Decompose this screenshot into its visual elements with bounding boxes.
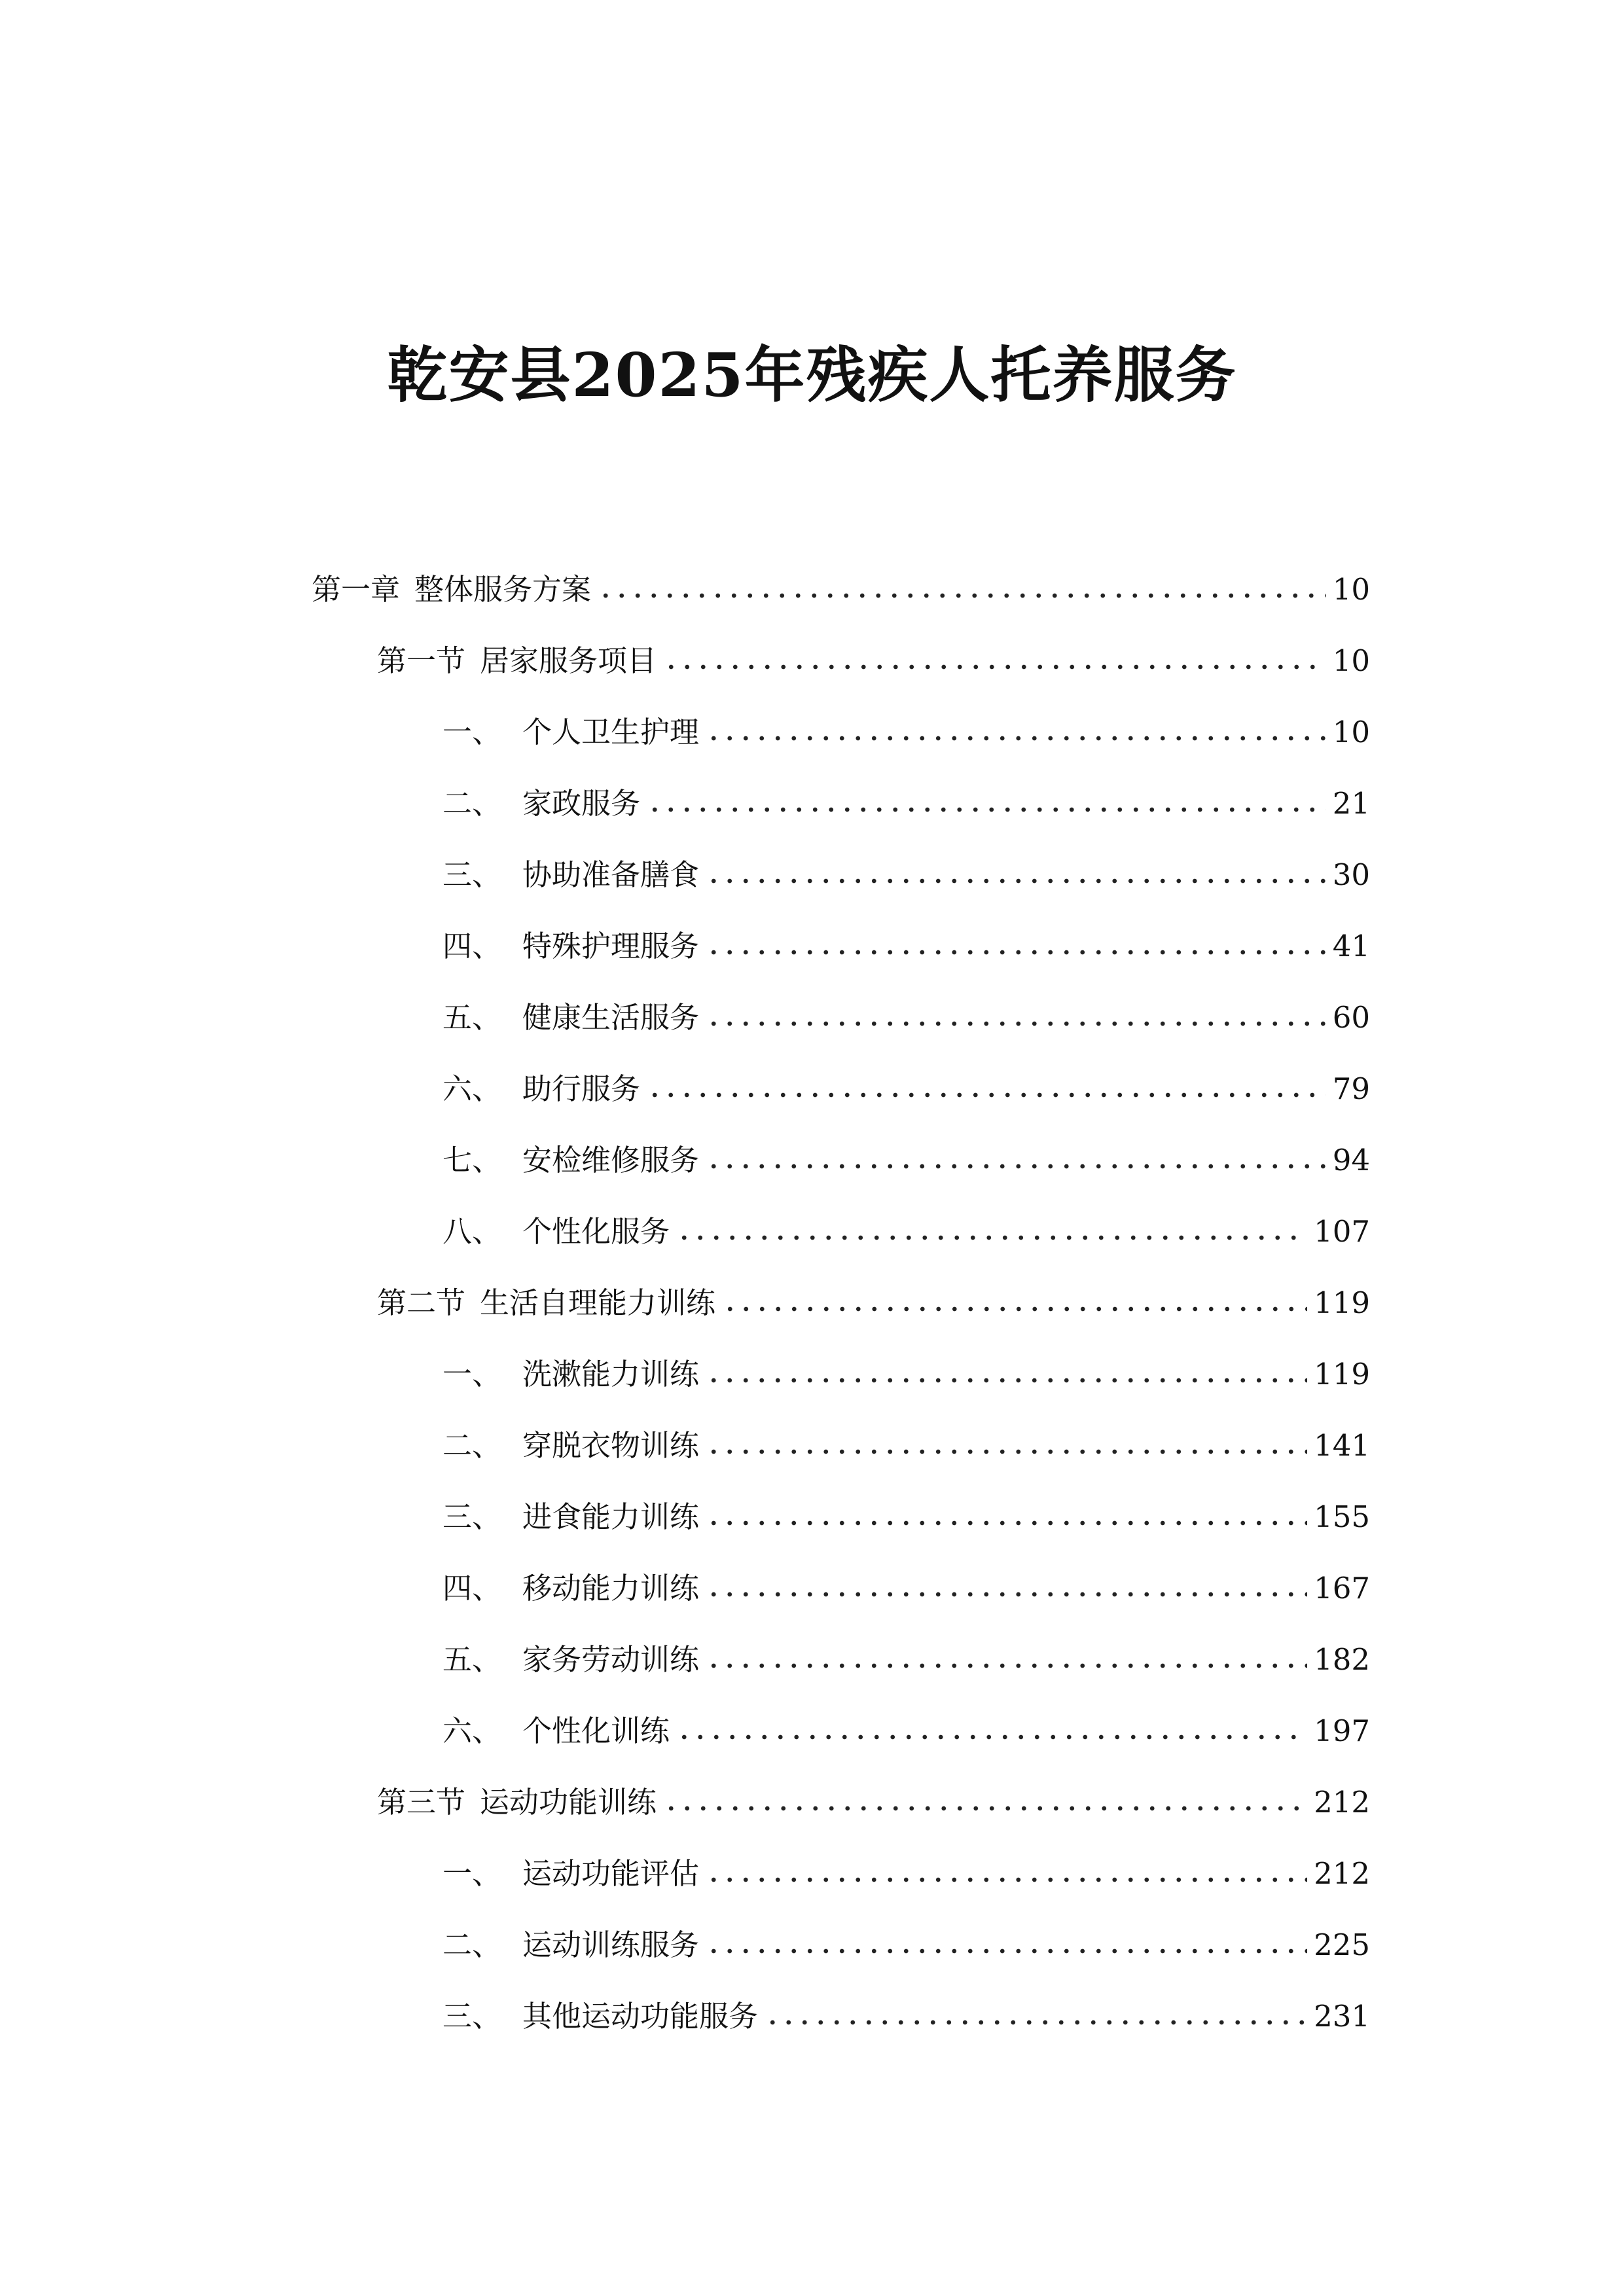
toc-entry-item[interactable] bbox=[442, 1202, 1370, 1261]
toc-entry-page: 10 bbox=[1332, 715, 1370, 749]
toc-entry-number: 二、 bbox=[442, 786, 502, 821]
toc-entry-item[interactable] bbox=[442, 1416, 1370, 1475]
toc-entry-item[interactable] bbox=[442, 988, 1370, 1047]
toc-entry-page: 141 bbox=[1314, 1428, 1370, 1463]
toc-entry-page: 225 bbox=[1314, 1928, 1370, 1962]
toc-entry-label: 运动功能训练 bbox=[480, 1785, 657, 1820]
toc-entry-label: 移动能力训练 bbox=[522, 1571, 700, 1605]
toc-entry-item[interactable] bbox=[442, 1488, 1370, 1547]
toc-entry-label: 个性化训练 bbox=[522, 1713, 670, 1748]
toc-dot-leader bbox=[706, 1019, 1326, 1028]
toc-entry-item[interactable] bbox=[442, 846, 1370, 905]
toc-entry-label: 健康生活服务 bbox=[522, 1000, 700, 1035]
toc-entry-item[interactable] bbox=[442, 1345, 1370, 1404]
document-title: 乾安县2025年残疾人托养服务 bbox=[387, 340, 1237, 410]
toc-entry-section[interactable] bbox=[377, 632, 1370, 691]
toc-entry-page: 212 bbox=[1314, 1785, 1370, 1820]
toc-entry-number: 第一章 bbox=[312, 572, 401, 607]
toc-entry-page: 30 bbox=[1332, 857, 1370, 892]
toc-entry-number: 六、 bbox=[442, 1071, 502, 1106]
toc-entry-number: 一、 bbox=[442, 1856, 502, 1891]
toc-entry-page: 119 bbox=[1314, 1285, 1370, 1320]
toc-entry-label: 协助准备膳食 bbox=[522, 857, 700, 892]
toc-entry-item[interactable] bbox=[442, 1060, 1370, 1119]
toc-entry-chapter[interactable] bbox=[312, 560, 1370, 619]
toc-entry-label: 运动训练服务 bbox=[522, 1928, 700, 1962]
toc-entry-number: 三、 bbox=[442, 857, 502, 892]
toc-entry-label: 特殊护理服务 bbox=[522, 929, 700, 963]
toc-dot-leader bbox=[706, 1590, 1307, 1599]
toc-entry-number: 一、 bbox=[442, 715, 502, 749]
toc-entry-number: 一、 bbox=[442, 1357, 502, 1391]
toc-entry-item[interactable] bbox=[442, 703, 1370, 762]
toc-entry-number: 五、 bbox=[442, 1642, 502, 1677]
toc-dot-leader bbox=[676, 1732, 1307, 1742]
toc-entry-item[interactable] bbox=[442, 774, 1370, 833]
toc-entry-item[interactable] bbox=[442, 1702, 1370, 1761]
toc-dot-leader bbox=[663, 1804, 1307, 1813]
toc-entry-page: 182 bbox=[1314, 1642, 1370, 1677]
toc-dot-leader bbox=[706, 1875, 1307, 1884]
toc-entry-number: 三、 bbox=[442, 1999, 502, 2034]
toc-dot-leader bbox=[706, 1661, 1307, 1670]
toc-dot-leader bbox=[706, 1518, 1307, 1528]
toc-dot-leader bbox=[647, 1090, 1326, 1100]
toc-dot-leader bbox=[706, 734, 1326, 743]
toc-dot-leader bbox=[706, 1376, 1307, 1385]
toc-dot-leader bbox=[706, 876, 1326, 886]
toc-entry-label: 个性化服务 bbox=[522, 1214, 670, 1249]
toc-entry-label: 洗漱能力训练 bbox=[522, 1357, 700, 1391]
toc-entry-item[interactable] bbox=[442, 1630, 1370, 1689]
toc-entry-page: 79 bbox=[1332, 1071, 1370, 1106]
toc-dot-leader bbox=[765, 2018, 1307, 2027]
toc-entry-label: 其他运动功能服务 bbox=[522, 1999, 759, 2034]
toc-dot-leader bbox=[663, 662, 1326, 672]
toc-entry-number: 四、 bbox=[442, 929, 502, 963]
toc-entry-page: 10 bbox=[1332, 572, 1370, 607]
toc-entry-page: 119 bbox=[1314, 1357, 1370, 1391]
toc-dot-leader bbox=[706, 948, 1326, 957]
toc-dot-leader bbox=[706, 1162, 1326, 1171]
toc-entry-label: 生活自理能力训练 bbox=[480, 1285, 716, 1320]
toc-entry-number: 六、 bbox=[442, 1713, 502, 1748]
toc-entry-page: 21 bbox=[1332, 786, 1370, 821]
toc-entry-page: 107 bbox=[1314, 1214, 1370, 1249]
toc-entry-item[interactable] bbox=[442, 1987, 1370, 2046]
toc-entry-section[interactable] bbox=[377, 1773, 1370, 1832]
toc-dot-leader bbox=[722, 1304, 1307, 1314]
toc-entry-number: 四、 bbox=[442, 1571, 502, 1605]
toc-entry-label: 进食能力训练 bbox=[522, 1499, 700, 1534]
toc-entry-label: 家务劳动训练 bbox=[522, 1642, 700, 1677]
toc-entry-number: 七、 bbox=[442, 1143, 502, 1177]
toc-entry-label: 家政服务 bbox=[522, 786, 641, 821]
toc-entry-number: 二、 bbox=[442, 1428, 502, 1463]
toc-entry-label: 整体服务方案 bbox=[414, 572, 592, 607]
toc-entry-number: 八、 bbox=[442, 1214, 502, 1249]
toc-entry-item[interactable] bbox=[442, 1559, 1370, 1618]
toc-entry-label: 穿脱衣物训练 bbox=[522, 1428, 700, 1463]
toc-entry-number: 五、 bbox=[442, 1000, 502, 1035]
toc-entry-page: 155 bbox=[1314, 1499, 1370, 1534]
toc-entry-page: 212 bbox=[1314, 1856, 1370, 1891]
toc-entry-page: 197 bbox=[1314, 1713, 1370, 1748]
toc-entry-label: 运动功能评估 bbox=[522, 1856, 700, 1891]
toc-entry-number: 第二节 bbox=[377, 1285, 466, 1320]
toc-entry-number: 三、 bbox=[442, 1499, 502, 1534]
toc-dot-leader bbox=[706, 1447, 1307, 1456]
toc-entry-item[interactable] bbox=[442, 1844, 1370, 1903]
toc-entry-item[interactable] bbox=[442, 1131, 1370, 1190]
toc-entry-label: 安检维修服务 bbox=[522, 1143, 700, 1177]
toc-entry-item[interactable] bbox=[442, 917, 1370, 976]
toc-dot-leader bbox=[706, 1946, 1307, 1956]
toc-entry-label: 个人卫生护理 bbox=[522, 715, 700, 749]
toc-entry-page: 60 bbox=[1332, 1000, 1370, 1035]
toc-entry-page: 167 bbox=[1314, 1571, 1370, 1605]
toc-entry-page: 94 bbox=[1332, 1143, 1370, 1177]
toc-entry-page: 10 bbox=[1332, 643, 1370, 678]
toc-entry-item[interactable] bbox=[442, 1916, 1370, 1975]
toc-dot-leader bbox=[647, 805, 1326, 814]
toc-entry-page: 41 bbox=[1332, 929, 1370, 963]
toc-entry-label: 助行服务 bbox=[522, 1071, 641, 1106]
toc-entry-section[interactable] bbox=[377, 1274, 1370, 1333]
toc-entry-label: 居家服务项目 bbox=[480, 643, 657, 678]
toc-entry-page: 231 bbox=[1314, 1999, 1370, 2034]
toc-dot-leader bbox=[676, 1233, 1307, 1242]
toc-entry-number: 二、 bbox=[442, 1928, 502, 1962]
toc-entry-number: 第三节 bbox=[377, 1785, 466, 1820]
toc-dot-leader bbox=[598, 591, 1326, 600]
toc-entry-number: 第一节 bbox=[377, 643, 466, 678]
